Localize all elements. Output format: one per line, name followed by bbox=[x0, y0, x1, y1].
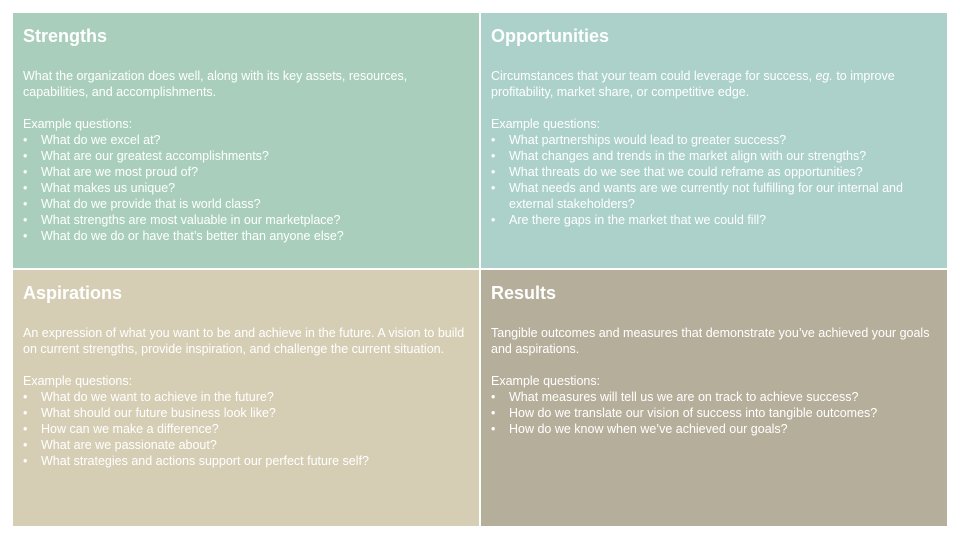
quadrant-results bbox=[481, 270, 947, 526]
examples-label: Example questions: bbox=[491, 374, 601, 388]
bullet-icon: • bbox=[23, 406, 28, 420]
quadrant-description: What the organization does well, along with its key assets, resources, capabilities, and accomplishments. bbox=[23, 69, 408, 99]
question-list bbox=[23, 389, 469, 469]
quadrant-title: Opportunities bbox=[491, 26, 609, 46]
bullet-icon: • bbox=[23, 197, 28, 211]
question-list bbox=[491, 389, 937, 437]
question-list bbox=[23, 132, 469, 244]
question-item: • What do we excel at? bbox=[23, 133, 161, 147]
question-item: • How do we know when we’ve achieved our goals? bbox=[491, 422, 788, 436]
question-item: • What makes us unique? bbox=[23, 181, 176, 195]
examples-label: Example questions: bbox=[23, 374, 133, 388]
bullet-icon: • bbox=[491, 422, 496, 436]
question-item: • What should our future business look like? bbox=[23, 406, 276, 420]
quadrant-aspirations bbox=[13, 270, 479, 526]
question-item: • What do we do or have that’s better than anyone else? bbox=[23, 229, 344, 243]
bullet-icon: • bbox=[491, 165, 496, 179]
question-list bbox=[491, 132, 937, 228]
bullet-icon: • bbox=[491, 133, 496, 147]
quadrant-description: Tangible outcomes and measures that demonstrate you’ve achieved your goals and aspirations. bbox=[491, 326, 930, 356]
bullet-icon: • bbox=[23, 149, 28, 163]
quadrant-strengths bbox=[13, 13, 479, 268]
bullet-icon: • bbox=[23, 390, 28, 404]
question-item: • What measures will tell us we are on track to achieve success? bbox=[491, 390, 859, 404]
bullet-icon: • bbox=[23, 422, 28, 436]
question-item: • What are our greatest accomplishments? bbox=[23, 149, 269, 163]
question-item: • What do we want to achieve in the future? bbox=[23, 390, 274, 404]
question-item: • How can we make a difference? bbox=[23, 422, 219, 436]
question-item: • What strategies and actions support our perfect future self? bbox=[23, 454, 369, 468]
question-item: • Are there gaps in the market that we could fill? bbox=[491, 213, 767, 227]
bullet-icon: • bbox=[491, 149, 496, 163]
question-item: • What strengths are most valuable in our marketplace? bbox=[23, 213, 341, 227]
quadrant-description: Circumstances that your team could leverage for success, eg. to improve profitability, market share, or competitive edge. bbox=[491, 69, 895, 99]
bullet-icon: • bbox=[491, 406, 496, 420]
bullet-icon: • bbox=[491, 390, 496, 404]
quadrant-description: An expression of what you want to be and achieve in the future. A vision to build on current strengths, provide inspiration, and challenge the current situation. bbox=[23, 326, 465, 356]
question-item: • What needs and wants are we currently not fulfilling for our internal and external stakeholders? bbox=[491, 181, 903, 211]
bullet-icon: • bbox=[23, 133, 28, 147]
question-item: • What partnerships would lead to greater success? bbox=[491, 133, 787, 147]
bullet-icon: • bbox=[23, 165, 28, 179]
bullet-icon: • bbox=[23, 229, 28, 243]
bullet-icon: • bbox=[491, 181, 496, 195]
question-item: • What changes and trends in the market align with our strengths? bbox=[491, 149, 867, 163]
question-item: • What threats do we see that we could reframe as opportunities? bbox=[491, 165, 863, 179]
examples-label: Example questions: bbox=[491, 117, 601, 131]
quadrant-title: Aspirations bbox=[23, 283, 123, 303]
quadrant-title: Strengths bbox=[23, 26, 108, 46]
bullet-icon: • bbox=[23, 454, 28, 468]
question-item: • How do we translate our vision of success into tangible outcomes? bbox=[491, 406, 878, 420]
bullet-icon: • bbox=[23, 213, 28, 227]
bullet-icon: • bbox=[23, 181, 28, 195]
soar-grid bbox=[13, 13, 947, 526]
examples-label: Example questions: bbox=[23, 117, 133, 131]
bullet-icon: • bbox=[23, 438, 28, 452]
bullet-icon: • bbox=[491, 213, 496, 227]
question-item: • What are we passionate about? bbox=[23, 438, 217, 452]
question-item: • What do we provide that is world class? bbox=[23, 197, 261, 211]
quadrant-title: Results bbox=[491, 283, 557, 303]
question-item: • What are we most proud of? bbox=[23, 165, 199, 179]
quadrant-opportunities bbox=[481, 13, 947, 268]
